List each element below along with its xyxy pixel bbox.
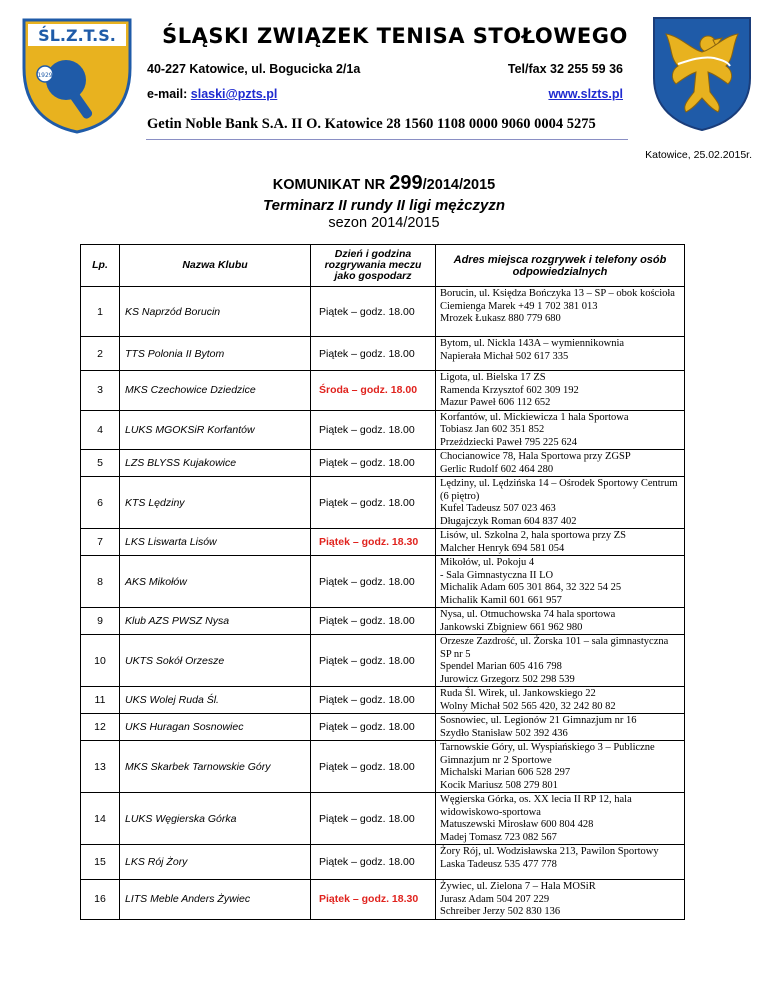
club-name: AKS Mikołów bbox=[120, 556, 311, 608]
email-row bbox=[147, 87, 277, 101]
match-time: Piątek – godz. 18.00 bbox=[311, 450, 436, 477]
website-link[interactable]: www.slzts.pl bbox=[548, 87, 623, 101]
club-name: UKS Wolej Ruda Śl. bbox=[120, 687, 311, 714]
venue-contacts: Węgierska Górka, os. XX lecia II RP 12, hala widowiskowo-sportowa Matuszewski Mirosław 600 804 428 Madej Tomasz 723 082 567 bbox=[436, 793, 685, 845]
venue-contacts: Ligota, ul. Bielska 17 ZS Ramenda Krzysztof 602 309 192 Mazur Paweł 606 112 652 bbox=[436, 371, 685, 411]
slzts-logo bbox=[18, 16, 136, 134]
row-number: 4 bbox=[81, 410, 120, 450]
venue-contacts: Lisów, ul. Szkolna 2, hala sportowa przy ZS Malcher Henryk 694 581 054 bbox=[436, 529, 685, 556]
org-name: ŚLĄSKI ZWIĄZEK TENISA STOŁOWEGO bbox=[162, 24, 628, 48]
match-time: Piątek – godz. 18.00 bbox=[311, 410, 436, 450]
club-name: LUKS MGOKSiR Korfantów bbox=[120, 410, 311, 450]
venue-contacts: Mikołów, ul. Pokoju 4 - Sala Gimnastyczna II LO Michalik Adam 605 301 864, 32 322 54 25 Michalik Kamil 601 661 957 bbox=[436, 556, 685, 608]
match-time: Piątek – godz. 18.00 bbox=[311, 477, 436, 529]
match-time: Piątek – godz. 18.30 bbox=[311, 880, 436, 920]
email-label: e-mail: bbox=[147, 87, 188, 101]
org-telfax: Tel/fax 32 255 59 36 bbox=[507, 62, 623, 76]
table-row bbox=[81, 793, 685, 845]
club-name: TTS Polonia II Bytom bbox=[120, 337, 311, 371]
club-name: Klub AZS PWSZ Nysa bbox=[120, 608, 311, 635]
row-number: 7 bbox=[81, 529, 120, 556]
match-time: Piątek – godz. 18.00 bbox=[311, 793, 436, 845]
announcement-subtitle: Terminarz II rundy II ligi mężczyzn bbox=[263, 197, 505, 214]
match-time: Piątek – godz. 18.00 bbox=[311, 287, 436, 337]
table-header-row bbox=[81, 245, 685, 287]
table-row bbox=[81, 687, 685, 714]
row-number: 3 bbox=[81, 371, 120, 411]
announcement-season: sezon 2014/2015 bbox=[328, 215, 440, 231]
venue-contacts: Tarnowskie Góry, ul. Wyspiańskiego 3 – Publiczne Gimnazjum nr 2 Sportowe Michalski Marian 606 528 297 Kocik Mariusz 508 279 801 bbox=[436, 741, 685, 793]
match-time: Piątek – godz. 18.00 bbox=[311, 845, 436, 880]
table-row bbox=[81, 450, 685, 477]
venue-contacts: Sosnowiec, ul. Legionów 21 Gimnazjum nr 16 Szydło Stanisław 502 392 436 bbox=[436, 714, 685, 741]
row-number: 6 bbox=[81, 477, 120, 529]
club-name: UKTS Sokół Orzesze bbox=[120, 635, 311, 687]
venue-contacts: Żywiec, ul. Zielona 7 – Hala MOSiR Jurasz Adam 504 207 229 Schreiber Jerzy 502 830 136 bbox=[436, 880, 685, 920]
row-number: 11 bbox=[81, 687, 120, 714]
announcement-prefix: KOMUNIKAT NR bbox=[272, 177, 390, 193]
club-name: LKS Liswarta Lisów bbox=[120, 529, 311, 556]
club-name: LZS BLYSS Kujakowice bbox=[120, 450, 311, 477]
row-number: 1 bbox=[81, 287, 120, 337]
match-time: Piątek – godz. 18.00 bbox=[311, 687, 436, 714]
header-club: Nazwa Klubu bbox=[120, 245, 311, 287]
email-link[interactable]: slaski@pzts.pl bbox=[190, 87, 278, 101]
venue-contacts: Orzesze Zazdrość, ul. Żorska 101 – sala gimnastyczna SP nr 5 Spendel Marian 605 416 798 Jurowicz Grzegorz 502 298 539 bbox=[436, 635, 685, 687]
venue-contacts: Ruda Śl. Wirek, ul. Jankowskiego 22 Wolny Michał 502 565 420, 32 242 80 82 bbox=[436, 687, 685, 714]
match-time: Piątek – godz. 18.00 bbox=[311, 714, 436, 741]
match-time: Piątek – godz. 18.00 bbox=[311, 635, 436, 687]
row-number: 8 bbox=[81, 556, 120, 608]
match-time: Piątek – godz. 18.00 bbox=[311, 741, 436, 793]
venue-contacts: Korfantów, ul. Mickiewicza 1 hala Sportowa Tobiasz Jan 602 351 852 Przeździecki Paweł 795 225 624 bbox=[436, 410, 685, 450]
match-time: Piątek – godz. 18.30 bbox=[311, 529, 436, 556]
row-number: 12 bbox=[81, 714, 120, 741]
schedule-table bbox=[80, 244, 685, 920]
org-address: 40-227 Katowice, ul. Bogucicka 2/1a bbox=[147, 62, 361, 76]
venue-contacts: Bytom, ul. Nickla 143A – wymiennikownia Napierała Michał 502 617 335 bbox=[436, 337, 685, 371]
announcement-title bbox=[0, 172, 768, 195]
venue-contacts: Nysa, ul. Otmuchowska 74 hala sportowa Jankowski Zbigniew 661 962 980 bbox=[436, 608, 685, 635]
header-lp: Lp. bbox=[81, 245, 120, 287]
table-row bbox=[81, 337, 685, 371]
venue-contacts: Borucin, ul. Księdza Bończyka 13 – SP – obok kościoła Ciemienga Marek +49 1 702 381 013 Mrozek Łukasz 880 779 680 bbox=[436, 287, 685, 337]
table-row bbox=[81, 608, 685, 635]
club-name: KS Naprzód Borucin bbox=[120, 287, 311, 337]
venue-contacts: Lędziny, ul. Lędzińska 14 – Ośrodek Sportowy Centrum (6 piętro) Kufel Tadeusz 507 023 463 Długajczyk Roman 604 837 402 bbox=[436, 477, 685, 529]
row-number: 15 bbox=[81, 845, 120, 880]
club-name: MKS Czechowice Dziedzice bbox=[120, 371, 311, 411]
header-address: Adres miejsca rozgrywek i telefony osób odpowiedzialnych bbox=[436, 245, 685, 287]
row-number: 16 bbox=[81, 880, 120, 920]
match-time: Piątek – godz. 18.00 bbox=[311, 556, 436, 608]
row-number: 13 bbox=[81, 741, 120, 793]
club-name: LUKS Węgierska Górka bbox=[120, 793, 311, 845]
announcement-number: 299 bbox=[389, 172, 423, 194]
table-row bbox=[81, 880, 685, 920]
row-number: 2 bbox=[81, 337, 120, 371]
table-row bbox=[81, 845, 685, 880]
table-row bbox=[81, 371, 685, 411]
logo-text: ŚL.Z.T.S. bbox=[38, 26, 116, 45]
venue-contacts: Chocianowice 78, Hala Sportowa przy ZGSP Gerlic Rudolf 602 464 280 bbox=[436, 450, 685, 477]
document-date: Katowice, 25.02.2015r. bbox=[645, 149, 752, 161]
table-row bbox=[81, 410, 685, 450]
logo-year: 1929 bbox=[37, 72, 53, 79]
row-number: 9 bbox=[81, 608, 120, 635]
row-number: 10 bbox=[81, 635, 120, 687]
table-row bbox=[81, 635, 685, 687]
announcement-suffix: /2014/2015 bbox=[422, 177, 496, 193]
club-name: LKS Rój Żory bbox=[120, 845, 311, 880]
club-name: LITS Meble Anders Żywiec bbox=[120, 880, 311, 920]
match-time: Piątek – godz. 18.00 bbox=[311, 608, 436, 635]
bank-account: Getin Noble Bank S.A. II O. Katowice 28 1560 1108 0000 9060 0004 5275 bbox=[147, 116, 596, 132]
club-name: KTS Lędziny bbox=[120, 477, 311, 529]
venue-contacts: Żory Rój, ul. Wodzisławska 213, Pawilon Sportowy Laska Tadeusz 535 477 778 bbox=[436, 845, 685, 880]
table-row bbox=[81, 556, 685, 608]
table-row bbox=[81, 714, 685, 741]
table-row bbox=[81, 529, 685, 556]
match-time: Piątek – godz. 18.00 bbox=[311, 337, 436, 371]
table-row bbox=[81, 741, 685, 793]
match-time: Środa – godz. 18.00 bbox=[311, 371, 436, 411]
table-row bbox=[81, 287, 685, 337]
header-divider bbox=[146, 139, 628, 140]
silesia-coat-of-arms-icon bbox=[650, 14, 754, 132]
club-name: UKS Huragan Sosnowiec bbox=[120, 714, 311, 741]
table-row bbox=[81, 477, 685, 529]
row-number: 5 bbox=[81, 450, 120, 477]
row-number: 14 bbox=[81, 793, 120, 845]
header-time: Dzień i godzina rozgrywania meczu jako gospodarz bbox=[311, 245, 436, 287]
club-name: MKS Skarbek Tarnowskie Góry bbox=[120, 741, 311, 793]
